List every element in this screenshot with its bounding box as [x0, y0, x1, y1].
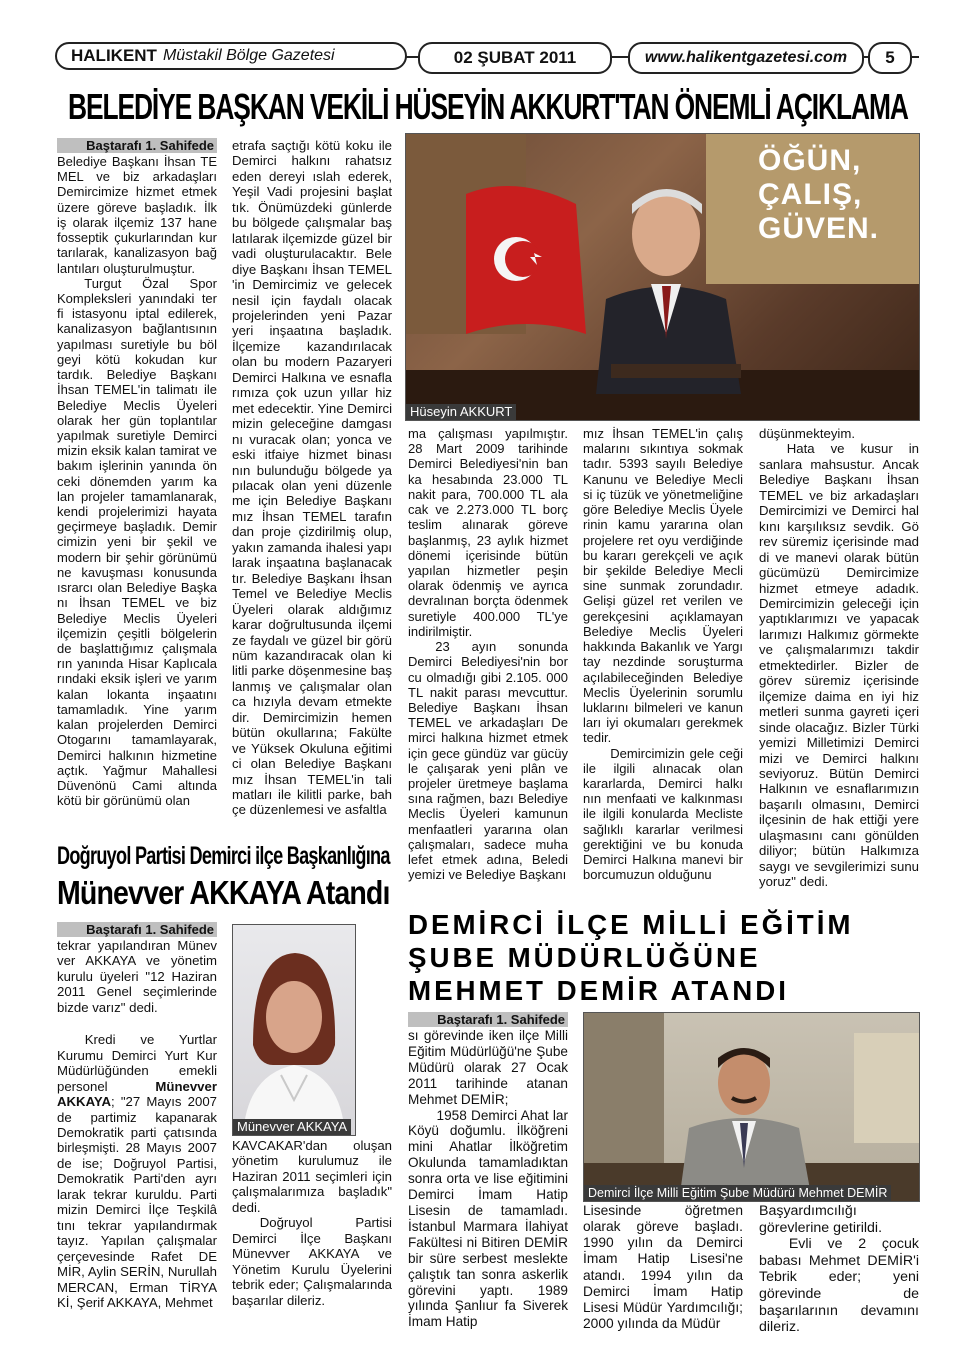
article3-continued-tag: Baştarafı 1. Sahifede: [408, 1012, 568, 1027]
article3-col3-paragraph: Başyardımcılığı görevlerine getirildi.: [759, 1203, 883, 1236]
article1-col2-paragraph: etrafa saçtığı kötü koku ile Demirci halkını rahatsız eden dereyi ıslah ederek, Yeşil Vadi projesini başlat tık. Önümüzdeki günlerde bu bölgede çalışmalar baş latılarak ilçemizde güzel bir vadi oluşturulacaktır. Bele diye Başkanı İhsan TEMEL 'in Demircimiz ve gelecek nesil için faydalı olacak projelerinden yeni Pazar yeri inşaatına başladık. İlçemize kazandırılacak olan bu modern Pazaryeri Demirci Halkına ve esnafla rımıza çok uzun yıllar hiz met edecektir. Yine Demirci mizin geleceğine damgası nı vuracak olan; yonca ve eski itfaiye hizmet binası nın bulunduğu bölgede ya pılacak olan yeni düzenle me için Belediye Başkanı mız İhsan TEMEL tarafın dan proje çizdirilmiş olup, yakın zamanda ihalesi yapı larak inşaatına başlanacak tır. Belediye Başkanı İhsan Temel ve Belediye Meclis Üyeleri olarak aldığımız karar doğrultusunda ilçemi ze faydalı ve güzel bir görü nüm kazandıracak olan ki litli parke döşenmesine baş lanmış ve çalışmalar olan ca hızıyla devam etmekte dir. Demircimizin hemen bütün okullarına; Fakülte ve Yüksek Okuluna eğitimi ci olan Belediye Başkanı mız İhsan TEMEL'in tali matları ile kilitli parke, bah çe düzenlemesi ve asfaltla: [232, 138, 392, 818]
munevver-akkaya-caption: Münevver AKKAYA: [233, 1119, 351, 1135]
article1-col3-paragraph: 23 ayın sonunda Demirci Belediyesi'nin bor cu olmadığı gibi 2.105. 000 TL nakit parası mevcuttur. Belediye Başkanı İhsan TEMEL ve arkadaşları De mirci halkına hizmet etmek için gece gündüz var gücüy le çalışarak yeni plân ve projeler üretmeye başlama sına rağmen, bazı Belediye Meclis Üyeleri kamunun menfaatleri yararına olan çalışmaları, sadece muha lefet etmek adına, Beledi yemizi ve Belediye Başkanı: [408, 639, 568, 883]
mehmet-demir-photo: [583, 1012, 920, 1202]
article1-col1-paragraph: Turgut Özal Spor Kompleksleri yanındaki ter fi istasyonu iptal edilerek, kanalizasyon bağlantısının yapılması suretiyle bu böl geyi kötü kokudan kur tardık. Belediye Başkanı İhsan TEMEL'in talimatı ile Belediye Meclis Üyeleri olarak her gün toplantılar yapılmak suretiyle Demirci mizin eksik kalan tamirat ve bakım işlerinin yanında ön ceki dönemden yarım ka lan projeler tamamlanarak, kendi projelerimizi hayata geçirmeye başladık. Demir cimizin yeni bir şekil ve modern bir şehir görünümü ne kavuşması konusunda ısrarcı olan Belediye Başka nı İhsan TEMEL ve biz Belediye Meclis Üyeleri ilçemizin çeşitli bölgelerin de başlattığımız çalışmala rın yanında Hisar Kaplıcala rındaki eksik işleri ve yarım kalan lokanta inşaatını tamamladık. Yine yarım kalan projelerden Demirci Otogarını tamamlayarak, Demirci halkının hizmetine açtık. Yağmur Mahallesi Düvenönü Cami altında kötü bir görünümü olan: [57, 275, 217, 809]
article2-col1-paragraph: tekrar yapılandıran Münev ver AKKAYA ve yönetim kurulu üyeleri "12 Haziran 2011 Genel seçimlerinde bizde varız" dedi.: [57, 938, 217, 1015]
article3-headline-line: ŞUBE MÜDÜRLÜĞÜNE: [408, 942, 761, 973]
wall-motto-line: ÇALIŞ,: [758, 178, 863, 211]
huseyin-akkurt-photo: [405, 133, 920, 421]
article1-column-1: [57, 138, 217, 808]
munevver-akkaya-photo: [232, 924, 356, 1136]
article2-col1-text: ; "27 Mayıs 2007 de partimiz kapanarak Demokratik parti çatısında birleşmişti. 28 Mayıs 2007 de ise; Doğruyol Partisi, Demokratik Parti'den ayrı larak tekrar kuruldu. Parti mizin Demirci İlçe Teşkilâ tını tekrar yapılandırmak tayız. Yapılan çalışmalar çerçevesinde Rafet DE MİR, Aylin SERİN, Nurullah MERCAN, Erman TİRYA Kİ, Şerif AKKAYA, Mehmet: [57, 1094, 217, 1310]
article1-column-3: [408, 426, 568, 883]
article3-column-3: [759, 1203, 919, 1336]
page-number-box: [868, 42, 912, 74]
article1-continued-tag: Baştarafı 1. Sahifede: [57, 138, 217, 153]
office-portrait-illustration: [584, 1013, 919, 1201]
article2-headline-line2: Münevver AKKAYA Atandı: [57, 874, 390, 911]
mehmet-demir-caption: Demirci İlçe Milli Eğitim Şube Müdürü Mehmet DEMİR: [584, 1185, 891, 1201]
wall-motto-line: GÜVEN.: [758, 212, 880, 245]
article1-column-5: [759, 426, 919, 890]
article1-col3-paragraph: ma çalışması yapılmıştır. 28 Mart 2009 tarihinde Demirci Belediyesi'nin ban ka hesabında 23.000 TL nakit para, 700.000 TL ala cak ve 2.273.000 TL borç teslim alınarak göreve başlanmış, 23 aylık hizmet dönemi içerisinde bütün yapılan hizmetler peşin olarak ödenmiş ve ayrıca devralınan borçta ödenmek suretiyle 400.000 TL'ye indirilmiştir.: [408, 426, 568, 639]
article1-col1-paragraph: Belediye Başkanı İhsan TE MEL ve biz arkadaşları Demircimize hizmet etmek üzere göreve başladık. İlk iş olarak ilçemiz 137 hane fosseptik çukurlarından kur tarılarak, kanalizasyon bağ lantıları oluşturulmuştur.: [57, 154, 217, 276]
issue-date: 02 ŞUBAT 2011: [453, 48, 577, 67]
article1-column-4: [583, 426, 743, 883]
huseyin-akkurt-caption: Hüseyin AKKURT: [406, 404, 516, 420]
masthead-paper-name-box: [55, 42, 407, 70]
wall-motto-line: ÖĞÜN,: [758, 144, 862, 177]
article3-col3-paragraph: Evli ve 2 çocuk babası Mehmet DEMİR'i Tebrik eder; yeni görevinde de başarılarının devamını dileriz.: [759, 1236, 919, 1336]
article1-col5-paragraph: düşünmekteyim.: [759, 426, 856, 441]
paper-subtitle: Müstakil Bölge Gazetesi: [162, 47, 335, 64]
article2-col1-paragraph-2: [57, 1032, 217, 1310]
article1-col4-paragraph: mız İhsan TEMEL'in çalış malarını sıkıntıya sokmak tadır. 5393 sayılı Belediye Kanunu ve Belediye Mecli si iç tüzük ve yönetmeliğine göre Belediye Meclis Üyele rinin kamu yararına olan projelere ret oyu verdiğinde bu kararı gerekçeli ve açık bir şekilde Belediye Mecli sine sunmak zorundadır. Gelişi güzel ret verilen ve gerekçesini açıklamayan Belediye Meclis Üyeleri hakkında Bakanlık ve Yargı tay nezdinde soruşturma açılabileceğinden Belediye Meclis Üyelerinin sorumlu luklarını bilmeleri ve kanun ları iyi okumaları gerekmek tedir.: [583, 426, 743, 746]
article2-col2-paragraph: KAVCAKAR'dan oluşan yönetim kurulumuz ile Haziran 2011 seçimleri için çalışmalarımıza başladık" dedi.: [232, 1138, 392, 1215]
article1-column-2: [232, 138, 392, 818]
masthead-date-box: [418, 42, 612, 74]
article2-col1-bold-name: Münevver AKKAYA: [57, 1078, 217, 1110]
article3-col1-paragraph: sı görevinde iken ilçe Milli Eğitim Müdürlüğü'ne Şube Müdürü olarak 27 Ocak 2011 tarihinde atanan Mehmet DEMİR;: [408, 1028, 568, 1107]
article1-col4-paragraph: Demircimizin gele ceği ile ilgili alınacak olan kararlarda, Demirci halkı nın menfaati ve kalkınması ile ilgili konularda Mecliste sağlıklı kararlar verilmesi gerektiğini ve bu konuda Demirci Halkına manevi bir borcumuzun olduğunu: [583, 745, 743, 883]
article2-column-2: [232, 1138, 392, 1308]
article2-column-1: [57, 922, 217, 1310]
article3-col2-paragraph: Lisesinde öğretmen olarak göreve başladı. 1990 yılın da Demirci İmam Hatip Lisesi'ne atandı. 1994 yılın da Demirci İmam Hatip Lisesi Müdür Yardımcılığı; 2000 yılında da Müdür: [583, 1203, 743, 1331]
article2-continued-tag: Baştarafı 1. Sahifede: [57, 922, 217, 937]
article3-column-1: [408, 1012, 568, 1330]
article3-headline-line: MEHMET DEMİR ATANDI: [408, 975, 789, 1006]
wall-motto: [758, 144, 879, 246]
article1-headline: BELEDİYE BAŞKAN VEKİLİ HÜSEYİN AKKURT'TAN ÖNEMLİ AÇIKLAMA: [68, 86, 908, 127]
article3-headline: [408, 908, 918, 1007]
paper-name: HALIKENT: [71, 46, 157, 65]
article3-headline-line: DEMİRCİ İLÇE MİLLİ EĞİTİM: [408, 909, 854, 940]
article1-col5-paragraph: Hata ve kusur in sanlara mahsustur. Ancak Belediye Başkanı İhsan TEMEL ve biz arkadaşları Demircimizi ve Demirci hal kını karşılıksız sevdik. Gö rev süremiz içerisinde mad di ve manevi olarak bütün gücümüzü Demircimize hizmet etmeye adadık. Demircimizin geleceği için yaptıklarımızı ve yapacak larımızı Halkımız görmekte ve çalışmalarımızı takdir etmektedirler. Bizler de görev süremiz içerisinde ilçemize daima en iyi hiz metleri sunma gayreti içeri sinde olacağız. Bizler Türki yemizi Milletimizi Demirci mizi ve Demirci halkını seviyoruz. Bütün Demirci Halkının ve esnaflarımızın başarılı olmasını, Demirci ilçesinin de hak ettiği yere ulaşmasını canı gönülden diliyor; bütün Halkımıza saygı ve sevgilerimizi sunu yoruz" dedi.: [759, 441, 919, 890]
page-number: 5: [885, 48, 895, 67]
article3-column-2: [583, 1203, 743, 1332]
article2-headline-line1: Doğruyol Partisi Demirci ilçe Başkanlığına: [57, 842, 390, 870]
article3-col1-paragraph: 1958 Demirci Ahat lar Köyü doğumlu. İlköğreni mini Ahatlar İlköğretim Okulunda tamamladıktan sonra orta ve lise eğitimini Demirci İmam Hatip Lisesin de tamamladı. İstanbul Marmara İlahiyat Fakültesi ni Bitiren DEMİR bir süre serbest meslekte çalıştık tan sonra askerlik görevini yaptı. 1989 yılında Şanlıur fa Siverek İmam Hatip: [408, 1107, 568, 1330]
article2-col2-paragraph: Doğruyol Partisi Demirci İlçe Başkanı Münevver AKKAYA ve Yönetim Kurulu Üyelerini tebrik eder; Çalışmalarında başarılar dileriz.: [232, 1215, 392, 1308]
portrait-illustration: [233, 925, 355, 1135]
website-link[interactable]: www.halikentgazetesi.com: [644, 49, 848, 66]
masthead-website-box: [628, 42, 864, 74]
article2-col1-text: Kredi ve Yurtlar Kurumu Demirci Yurt Kur Müdürlüğünden emekli personel: [57, 1032, 217, 1094]
